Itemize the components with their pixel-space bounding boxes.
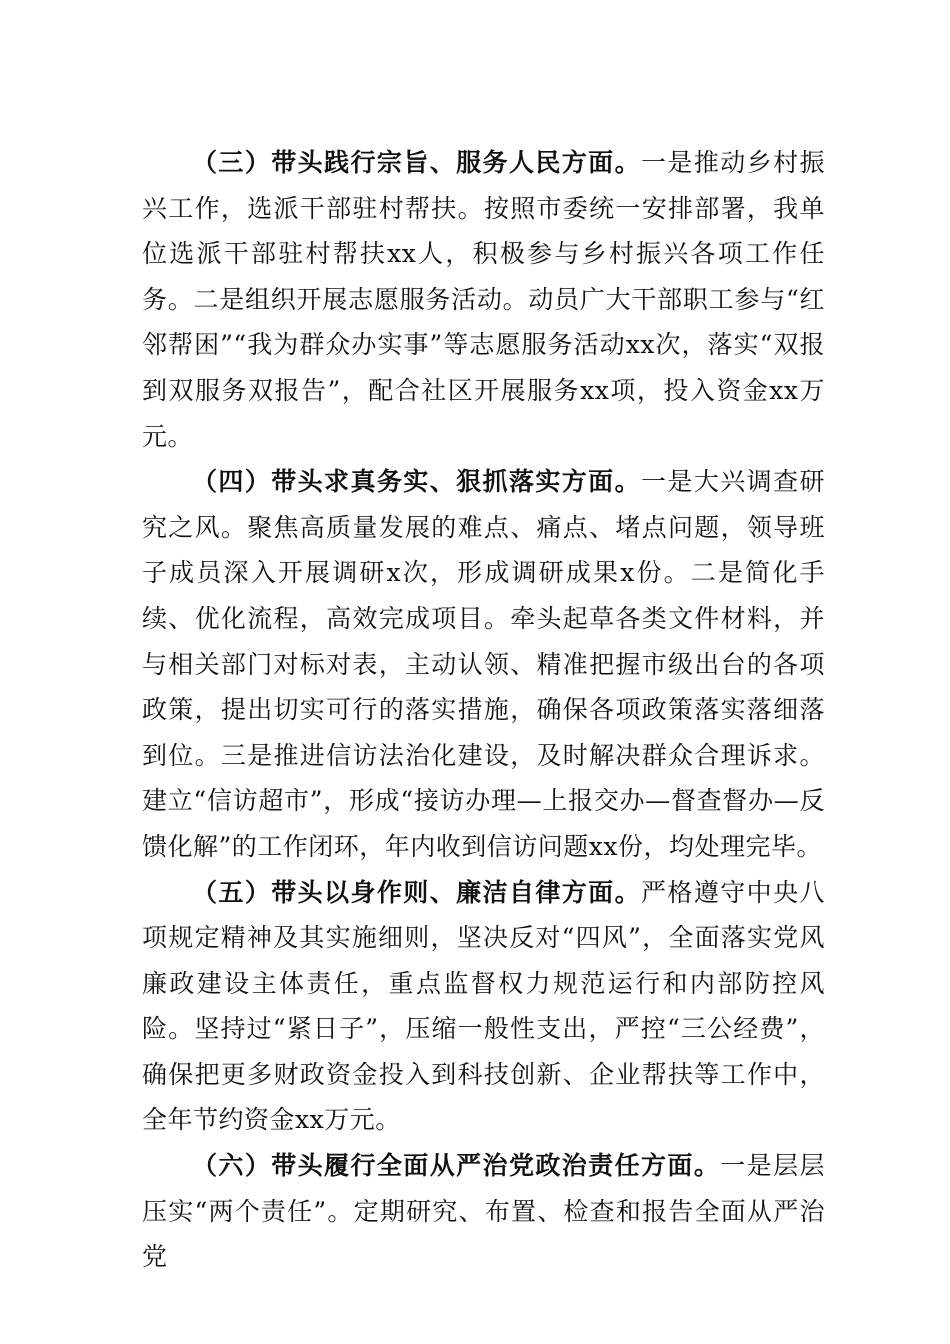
section-heading-6: （六）带头履行全面从严治党政治责任方面。 <box>192 1151 721 1181</box>
section-body-4: 一是大兴调查研究之风。聚焦高质量发展的难点、痛点、堵点问题，领导班子成员深入开展调研x次，形成调研成果x份。二是简化手续、优化流程，高效完成项目。牵头起草各类文件材料，并与相关部门对标对表，主动认领、精准把握市级出台的各项政策，提出切实可行的落实措施，确保各项政策落实落细落到位。三是推进信访法治化建设，及时解决群众合理诉求。建立“信访超市”，形成“接访办理—上报交办—督查督办—反馈化解”的工作闭环，年内收到信访问题xx份，均处理完毕。 <box>142 467 825 861</box>
section-body-3: 一是推动乡村振兴工作，选派干部驻村帮扶。按照市委统一安排部署，我单位选派干部驻村帮扶xx人，积极参与乡村振兴各项工作任务。二是组织开展志愿服务活动。动员广大干部职工参与“红邻帮困”“我为群众办实事”等志愿服务活动xx次，落实“双报到双服务双报告”，配合社区开展服务xx项，投入资金xx万元。 <box>142 148 825 451</box>
section-body-5: 严格遵守中央八项规定精神及其实施细则，坚决反对“四风”，全面落实党风廉政建设主体责任，重点监督权力规范运行和内部防控风险。坚持过“紧日子”，压缩一般性支出，严控“三公经费”，确保把更多财政资金投入到科技创新、企业帮扶等工作中，全年节约资金xx万元。 <box>142 877 825 1135</box>
section-body-6: 一是层层压实“两个责任”。定期研究、布置、检查和报告全面从严治党 <box>142 1151 825 1272</box>
section-heading-3: （三）带头践行宗旨、服务人民方面。 <box>192 148 642 177</box>
section-heading-5: （五）带头以身作则、廉洁自律方面。 <box>192 877 642 907</box>
document-body <box>142 140 825 1280</box>
section-heading-4: （四）带头求真务实、狠抓落实方面。 <box>192 467 642 497</box>
paragraph-section-6 <box>142 1143 825 1280</box>
paragraph-section-4 <box>142 459 825 869</box>
paragraph-section-3 <box>142 140 825 459</box>
paragraph-section-5 <box>142 870 825 1144</box>
